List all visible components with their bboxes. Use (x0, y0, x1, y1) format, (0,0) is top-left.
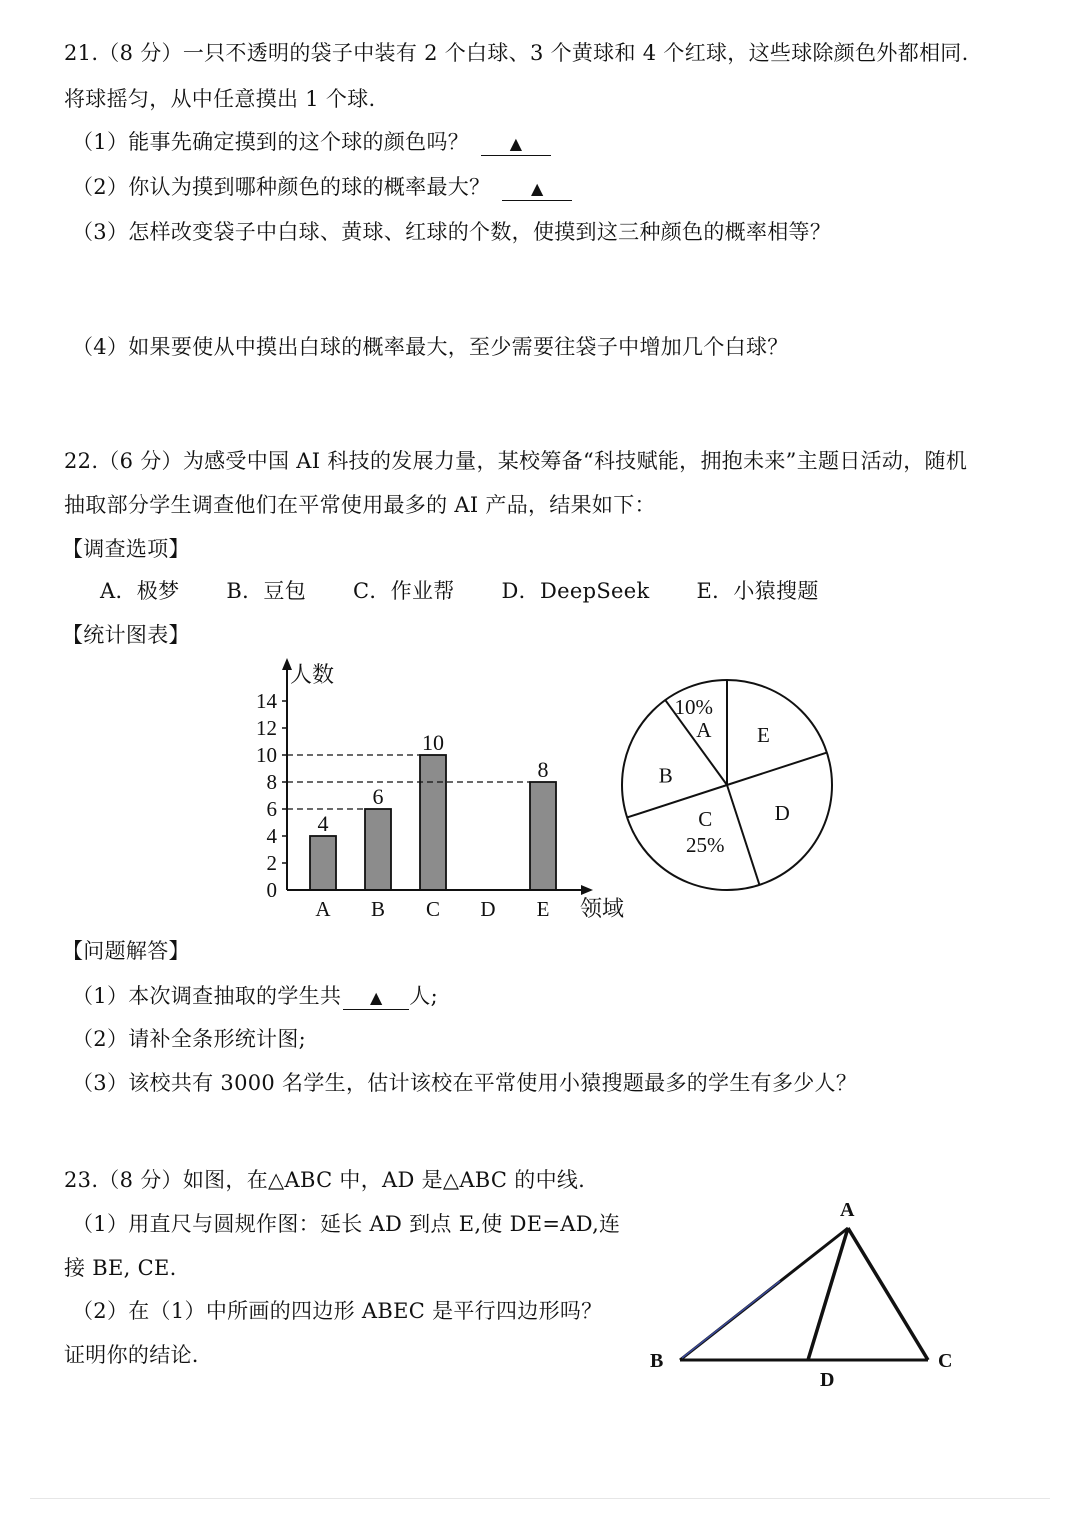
pie-slice-label: A (696, 718, 712, 742)
q23-part2b: 证明你的结论. (64, 1343, 199, 1367)
category-label: E (536, 897, 550, 921)
bar-c (420, 755, 446, 890)
bar-value-label: 4 (317, 811, 329, 836)
bar-e (530, 782, 556, 890)
category-label: B (370, 897, 386, 921)
bar-value-label: 6 (372, 784, 384, 809)
q22-answer-heading: 【问题解答】 (62, 939, 190, 963)
q23-part1b: 接 BE, CE. (64, 1256, 177, 1280)
q21-part1-text: （1）能事先确定摸到的这个球的颜色吗？ (72, 130, 470, 154)
pie-slice-label: C (698, 806, 713, 831)
pie-slice-label: E (757, 722, 770, 747)
pie-boundary (727, 785, 759, 885)
triangle-diagram (640, 1190, 970, 1395)
category-label: A (315, 897, 331, 921)
y-axis-label: 人数 (290, 662, 335, 687)
y-tick-label: 12 (256, 716, 277, 740)
x-axis-label: 领域 (580, 896, 625, 921)
q22-options (100, 576, 859, 606)
q21-part2 (72, 172, 572, 202)
y-tick-label: 2 (266, 851, 277, 875)
q23-part2a: （2）在（1）中所画的四边形 ABEC 是平行四边形吗？ (72, 1299, 603, 1323)
bar-chart-marks (282, 701, 556, 890)
option-a: A．极梦 (100, 579, 180, 603)
pie-boundary (727, 753, 827, 785)
vertex-c-label: C (938, 1350, 953, 1372)
vertex-a-label: A (840, 1199, 855, 1221)
q21-line2: 将球摇匀，从中任意摸出 1 个球. (64, 87, 376, 111)
q21-part1-blank[interactable]: ▲ (481, 133, 551, 156)
point-d-label: D (820, 1369, 835, 1391)
q21-part3: （3）怎样改变袋子中白球、黄球、红球的个数，使摸到这三种颜色的概率相等？ (72, 220, 832, 244)
q23-line1: 23.（8 分）如图，在△ABC 中，AD 是△ABC 的中线. (64, 1168, 586, 1192)
q22-part1-unit: 人; (409, 984, 438, 1008)
pie-chart (612, 670, 844, 902)
bar-b (365, 809, 391, 890)
bar-value-label: 10 (422, 730, 444, 755)
q22-part1 (72, 981, 438, 1011)
y-tick-label: 8 (266, 770, 277, 794)
q22-part2: （2）请补全条形统计图; (72, 1027, 307, 1051)
q21-line1: 21.（8 分）一只不透明的袋子中装有 2 个白球、3 个黄球和 4 个红球，这些球除颜色外都相同. (64, 41, 969, 65)
y-tick-label: 10 (256, 743, 277, 767)
category-label: D (480, 897, 496, 921)
bar-a (310, 836, 336, 890)
bar-value-label: 8 (537, 757, 549, 782)
y-tick-label: 4 (266, 824, 277, 848)
q21-part1 (72, 127, 551, 157)
page-bottom-rule (30, 1498, 1050, 1499)
x-axis-arrow (581, 885, 593, 895)
vertex-b-label: B (650, 1350, 664, 1372)
option-b: B．豆包 (226, 579, 306, 603)
q22-part1-text: （1）本次调查抽取的学生共 (72, 984, 342, 1008)
option-d: D．DeepSeek (501, 579, 650, 603)
pie-slice-label: B (658, 763, 673, 788)
option-e: E．小猿搜题 (696, 579, 819, 603)
y-tick-label: 0 (266, 878, 277, 902)
side-ac (848, 1228, 928, 1360)
pie-slice-label: D (774, 801, 790, 826)
option-c: C．作业帮 (352, 579, 455, 603)
q21-part2-blank[interactable]: ▲ (502, 178, 572, 201)
median-ad (808, 1228, 848, 1360)
q22-chart-heading: 【统计图表】 (62, 623, 190, 647)
pie-percent-label: 10% (674, 695, 714, 719)
y-tick-label: 6 (266, 797, 277, 821)
q23-part1a: （1）用直尺与圆规作图：延长 AD 到点 E,使 DE=AD,连 (72, 1212, 621, 1236)
category-label: C (425, 897, 441, 921)
q22-part3: （3）该校共有 3000 名学生，估计该校在平常使用小猿搜题最多的学生有多少人？ (72, 1071, 858, 1095)
pie-percent-label: 25% (685, 832, 725, 857)
pie-marks (627, 680, 827, 885)
q22-options-heading: 【调查选项】 (62, 537, 190, 561)
q22-line2: 抽取部分学生调查他们在平常使用最多的 AI 产品，结果如下： (64, 493, 656, 517)
q21-part4: （4）如果要使从中摸出白球的概率最大，至少需要往袋子中增加几个白球？ (72, 335, 789, 359)
bar-chart (240, 650, 640, 925)
y-tick-label: 14 (256, 689, 277, 713)
q22-line1: 22.（6 分）为感受中国 AI 科技的发展力量，某校筹备“科技赋能，拥抱未来”主题日活动，随机 (64, 449, 968, 473)
q21-part2-text: （2）你认为摸到哪种颜色的球的概率最大？ (72, 175, 491, 199)
side-ab-highlight (682, 1281, 780, 1358)
q22-part1-blank[interactable]: ▲ (343, 987, 409, 1010)
